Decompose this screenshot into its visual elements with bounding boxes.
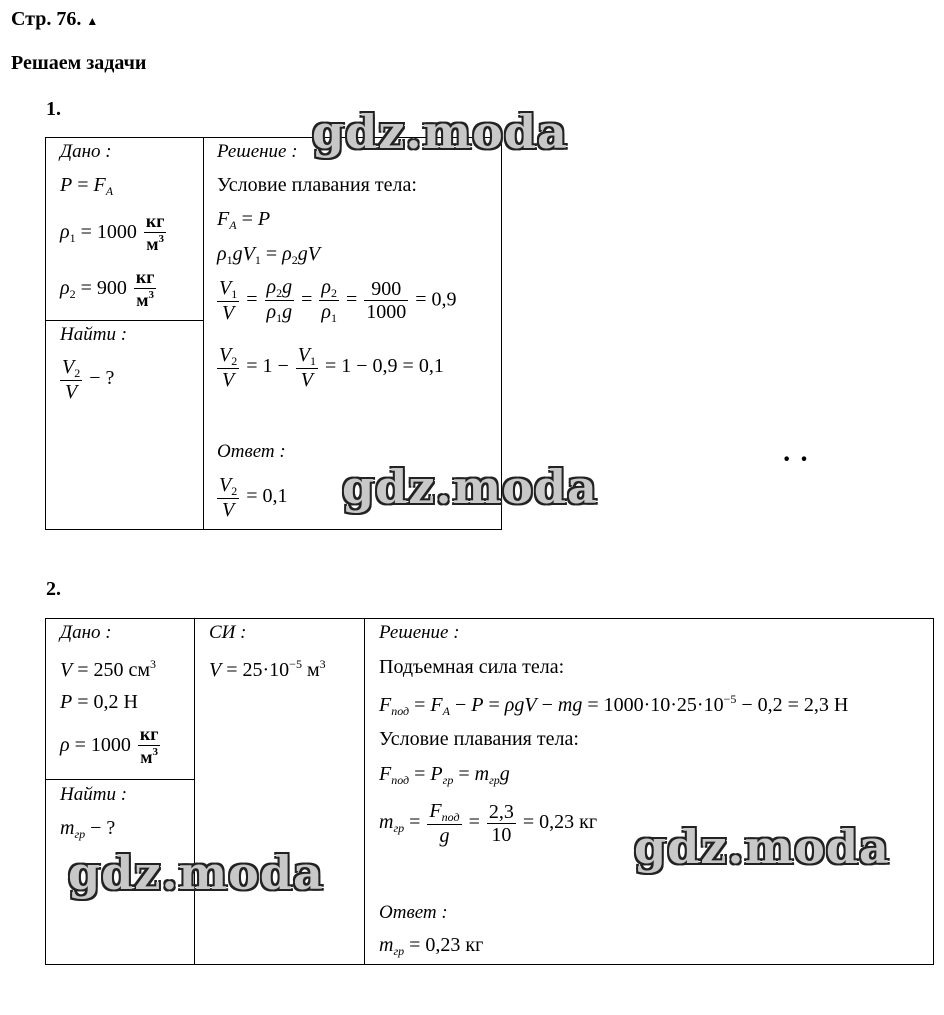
problem-2-given-label: Дано :	[60, 622, 112, 643]
problem-2-number: 2.	[46, 578, 61, 600]
section-title: Решаем задачи	[11, 52, 147, 74]
problem-2-lift-intro: Подъемная сила тела:	[379, 656, 565, 678]
problem-1-number: 1.	[46, 98, 61, 120]
problem-1-find-target: $\frac{V_2}{V}$ − ?	[62, 356, 115, 404]
watermark-2: gdz.moda	[342, 460, 598, 514]
problem-2-given-volume: V = 250 $см^3$	[60, 657, 157, 681]
problem-1-eq-ratio: $\frac{V_1}{V}$ = $\frac{\rho_2g}{\rho_1g}$ = $\frac{\rho_2}{\rho_1}$ = $\frac{900}{1000}$ = 0,9	[219, 276, 457, 326]
problem-2-solution-label: Решение :	[379, 622, 460, 643]
problem-1-given-force: $P = F_A$	[60, 174, 114, 198]
problem-2-si-volume: $V = 25\cdot 10^{-5}$ $м^3$	[209, 657, 326, 681]
problem-2-find-target: $m_{гр}$ − ?	[60, 817, 116, 841]
watermark-1: gdz.moda	[312, 105, 568, 159]
problem-1-answer-label: Ответ :	[217, 441, 286, 462]
watermark-3: gdz.moda	[68, 846, 324, 900]
problem-2-given-weight: P = 0,2 Н	[60, 691, 138, 713]
problem-2-given-density: ρ = 1000 $\frac{кг}{м^3}$	[60, 724, 159, 767]
page-label: Стр. 76. ▲	[11, 8, 99, 30]
decorative-dots: ··	[782, 444, 817, 475]
problem-1-eq-result: $\frac{V_2}{V}$ = 1 − $\frac{V_1}{V}$ = 1 − 0,9 = 0,1	[219, 344, 444, 392]
problem-1-solution-intro: Условие плавания тела:	[217, 174, 417, 196]
problem-2-answer-label: Ответ :	[379, 902, 448, 923]
problem-1-given-label: Дано :	[60, 141, 112, 162]
problem-2-find-label: Найти :	[60, 784, 128, 805]
problem-2-eq-mass: $m_{гр}$ = $\frac{F_{под}}{g}$ = $\frac{2,3}{10}$ = 0,23 кг	[379, 800, 598, 848]
problem-2-eq-float: $F_{под} = P_{гр} = m_{гр}g$	[379, 763, 510, 787]
problem-1-given-rho2: $\rho_2 = 900$ $\frac{кг}{м^3}$	[60, 267, 155, 310]
problem-1-answer-value: $\frac{V_2}{V}$ = 0,1	[219, 474, 288, 522]
watermark-4: gdz.moda	[634, 820, 890, 874]
problem-1-eq-density: $\rho_1gV_1 = \rho_2gV$	[217, 243, 320, 267]
problem-2-float-intro: Условие плавания тела:	[379, 728, 579, 750]
problem-1-eq-balance: $F_A = P$	[217, 208, 271, 232]
problem-1-given-rho1: $\rho_1 = 1000$ $\frac{кг}{м^3}$	[60, 211, 165, 254]
problem-2-eq-lift: $F_{под} = F_A - P = \rho gV$ − mg = $1000\cdot 10\cdot 25\cdot 10^{-5} - 0,2 = 2,3$ Н	[379, 692, 849, 718]
problem-2-si-label: СИ :	[209, 622, 247, 643]
problem-1-find-label: Найти :	[60, 324, 128, 345]
problem-2-answer-value: $m_{гр} = 0,23$ кг	[379, 934, 484, 958]
problem-1-solution-label: Решение :	[217, 141, 298, 162]
